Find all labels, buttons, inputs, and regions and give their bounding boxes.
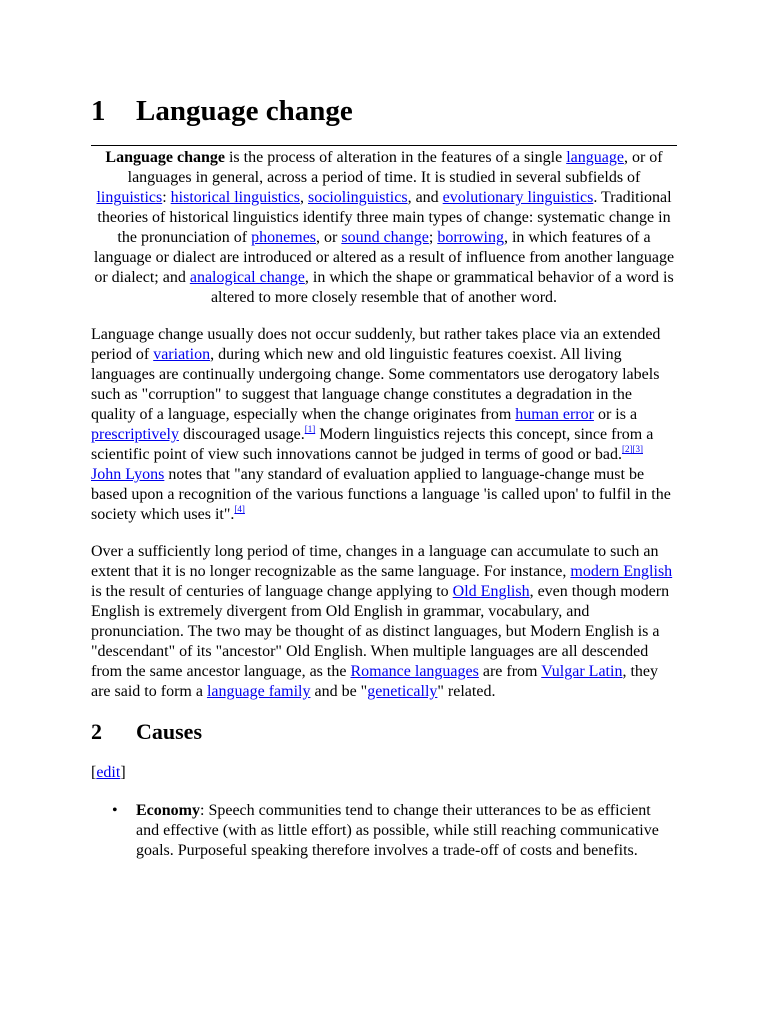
text-run: , during which new and old linguistic features coexist. All living languages are continually undergoing change. Some commentators use derogatory labels such as "corruption" to suggest that language change constitutes a degradation in the quality of a language, especially when the change originates from (91, 346, 660, 423)
section-title: Language change (136, 95, 353, 127)
text-run: Over a sufficiently long period of time, changes in a language can accumulate to such an extent that it is no longer recognizable as the same language. For instance, (91, 543, 659, 580)
text-run: , or (316, 229, 342, 246)
text-run: is the process of alteration in the features of a single (224, 149, 567, 166)
list-item (112, 801, 677, 861)
text-run: , in which the shape or grammatical behavior of a word is altered to more closely resemble that of another word. (210, 269, 674, 306)
link-sound-change[interactable]: sound change (341, 229, 429, 246)
text-run: ; (428, 229, 438, 246)
link-modern-english[interactable]: modern English (570, 563, 673, 580)
citation-1[interactable]: [1] (304, 424, 316, 434)
bracket-open: [ (91, 764, 97, 781)
text-run: are from (478, 663, 542, 680)
section-heading-causes (91, 718, 677, 746)
causes-list (91, 801, 677, 861)
text-run: discouraged usage. (178, 426, 305, 443)
link-genetically[interactable]: genetically (367, 683, 438, 700)
link-romance-languages[interactable]: Romance languages (350, 663, 479, 680)
citation-3[interactable]: [3] (632, 444, 643, 454)
edit-link[interactable]: edit (96, 764, 121, 781)
link-analogical-change[interactable]: analogical change (189, 269, 305, 286)
lead-paragraph (91, 148, 677, 308)
link-variation[interactable]: variation (153, 346, 211, 363)
list-item-term: Economy (136, 802, 200, 819)
bullet-icon: • (112, 802, 118, 819)
text-run: : (162, 189, 171, 206)
section-number: 1 (91, 95, 106, 127)
link-borrowing[interactable]: borrowing (437, 229, 504, 246)
text-run: , in which features of a language or dialect are introduced or altered as a result of influence from another language or dialect; and (93, 229, 675, 286)
text-run: , (300, 189, 308, 206)
edit-section (91, 763, 677, 783)
link-phonemes[interactable]: phonemes (251, 229, 317, 246)
section-number: 2 (91, 719, 102, 744)
link-vulgar-latin[interactable]: Vulgar Latin (541, 663, 623, 680)
link-sociolinguistics[interactable]: sociolinguistics (308, 189, 408, 206)
link-john-lyons[interactable]: John Lyons (91, 466, 165, 483)
text-run: notes that "any standard of evaluation applied to language-change must be based upon a recognition of the various functions a language 'is called upon' to fulfil in the society which uses it". (91, 466, 671, 523)
text-run: Modern linguistics rejects this concept, since from a scientific point of view such innovations cannot be judged in terms of good or bad. (91, 426, 654, 463)
text-run: and be " (310, 683, 368, 700)
link-evolutionary-linguistics[interactable]: evolutionary linguistics (442, 189, 594, 206)
paragraph-language-family (91, 542, 677, 702)
link-old-english[interactable]: Old English (452, 583, 530, 600)
link-historical-linguistics[interactable]: historical linguistics (170, 189, 300, 206)
text-run: , and (407, 189, 443, 206)
text-run: or is a (593, 406, 638, 423)
text-run: , they are said to form a (91, 663, 658, 700)
list-item-text: : Speech communities tend to change their utterances to be as efficient and effective (with as little effort) as possible, while still reaching communicative goals. Purposeful speaking therefore involves a trade-off of costs and benefits. (136, 802, 659, 859)
section-heading-language-change (91, 92, 677, 146)
section-title: Causes (136, 719, 203, 744)
text-run: . Traditional theories of historical linguistics identify three main types of change: systematic change in the pronunciation of (97, 189, 672, 246)
link-linguistics[interactable]: linguistics (96, 189, 163, 206)
link-language[interactable]: language (566, 149, 624, 166)
paragraph-variation (91, 325, 677, 525)
link-language-family[interactable]: language family (206, 683, 311, 700)
text-run: is the result of centuries of language change applying to (91, 583, 453, 600)
text-run: " related. (437, 683, 496, 700)
link-prescriptively[interactable]: prescriptively (91, 426, 179, 443)
text-run: , even though modern English is extremely divergent from Old English in grammar, vocabulary, and pronunciation. The two may be thought of as distinct languages, but Modern English is a "descendant" of its "ancestor" Old English. When multiple languages are all descended from the same ancestor language, as the (91, 583, 670, 680)
link-human-error[interactable]: human error (515, 406, 594, 423)
bracket-close: ] (120, 764, 126, 781)
lead-term: Language change (105, 149, 225, 166)
citation-2[interactable]: [2] (622, 444, 633, 454)
citation-4[interactable]: [4] (234, 504, 245, 514)
text-run: , or of languages in general, across a period of time. It is studied in several subfields of (127, 149, 663, 186)
text-run: Language change usually does not occur suddenly, but rather takes place via an extended period of (91, 326, 661, 363)
